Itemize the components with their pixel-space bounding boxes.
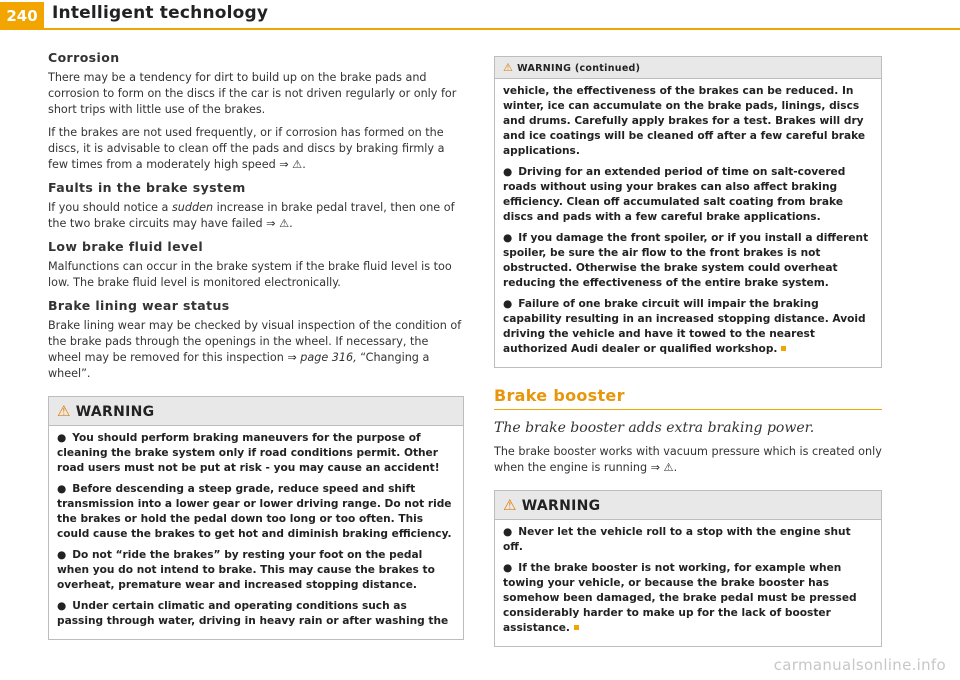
header-title: Intelligent technology — [52, 3, 269, 23]
header-rule — [44, 28, 960, 30]
corrosion-heading: Corrosion — [48, 50, 120, 65]
warning-item-text: Never let the vehicle roll to a stop with the engine shut off. — [503, 526, 851, 553]
bullet-icon: ● — [503, 298, 513, 310]
faults-text-pre: If you should notice a — [48, 201, 172, 214]
fluid-heading: Low brake fluid level — [48, 239, 204, 254]
corrosion-paragraph-2: If the brakes are not used frequently, or if corrosion has formed on the discs, it is advisable to clean off the pads and discs by braking firmly a few times from a moderately high speed ⇒ ⚠. — [48, 126, 445, 171]
brake-booster-title: Brake booster — [494, 386, 882, 410]
lining-text-post: “Changing a wheel”. — [48, 351, 430, 380]
warning-body — [49, 426, 463, 639]
left-column — [48, 44, 464, 640]
booster-warning-header — [495, 491, 881, 520]
warning-item — [503, 525, 873, 555]
warning-title: WARNING — [75, 404, 155, 420]
warning-item — [57, 548, 455, 593]
faults-text-post: increase in brake pedal travel, then one of the two brake circuits may have failed ⇒ ⚠. — [48, 201, 455, 230]
faults-heading: Faults in the brake system — [48, 180, 246, 195]
watermark: carmanualsonline.info — [773, 656, 946, 674]
warning-item-text: Driving for an extended period of time on salt-covered roads without using your brakes can also affect braking efficiency. Clean off accumulated salt coating from brake discs and pads with a few careful brake applications. — [503, 166, 846, 223]
warning-continued-body — [495, 79, 881, 367]
page-number: 240 — [0, 2, 44, 30]
fluid-paragraph: Malfunctions can occur in the brake system if the brake fluid level is too low. The brake fluid level is monitored electronically. — [48, 260, 452, 289]
warning-item-text: Do not “ride the brakes” by resting your foot on the pedal when you do not intend to brake. This may cause the brakes to overheat, premature wear and increased stopping distance. — [57, 549, 435, 591]
corrosion-paragraph-1: There may be a tendency for dirt to build up on the brake pads and corrosion to form on the discs if the car is not driven regularly or only for short trips with little use of the brakes. — [48, 71, 457, 116]
brake-booster-paragraph: The brake booster works with vacuum pressure which is created only when the engine is running ⇒ ⚠. — [494, 445, 882, 474]
bullet-icon: ● — [503, 562, 513, 574]
end-mark-icon — [781, 346, 786, 351]
end-mark-icon — [574, 625, 579, 630]
bullet-icon: ● — [57, 549, 67, 561]
warning-item-text: Failure of one brake circuit will impair the braking capability resulting in an increased stopping distance. Avoid driving the vehicle and have it towed to the nearest authorized Audi dealer or qualified workshop. — [503, 298, 866, 355]
lining-text-pre: Brake lining wear may be checked by visual inspection of the condition of the brake pads through the openings in the wheel. If necessary, the wheel may be removed for this inspection ⇒ — [48, 319, 462, 364]
faults-text-emphasis: sudden — [171, 201, 214, 214]
warning-item-text: If the brake booster is not working, for example when towing your vehicle, or because the brake booster has somehow been damaged, the brake pedal must be pressed considerably harder to make up for the lack of booster assistance. — [503, 562, 857, 634]
warning-item-text: Before descending a steep grade, reduce speed and shift transmission into a lower gear or lower driving range. Do not ride the brakes or hold the pedal down too long or too often. This could cause the brakes to get hot and diminish braking efficiency. — [57, 483, 452, 540]
warning-triangle-icon: ⚠ — [503, 496, 517, 514]
warning-box — [48, 396, 464, 640]
warning-item — [57, 482, 455, 542]
warning-continued-box — [494, 56, 882, 368]
warning-item — [503, 231, 873, 291]
bullet-icon: ● — [503, 166, 513, 178]
warning-item — [503, 297, 873, 357]
warning-continued-title: WARNING (continued) — [517, 63, 641, 74]
warning-continued-header — [495, 57, 881, 79]
warning-header — [49, 397, 463, 426]
right-column — [494, 44, 882, 647]
warning-triangle-icon: ⚠ — [503, 61, 514, 74]
lining-paragraph — [48, 318, 464, 382]
bullet-icon: ● — [57, 483, 67, 495]
warning-item-text: You should perform braking maneuvers for the purpose of cleaning the brake system only if road conditions permit. Other road users must not be put at risk - you may cause an accident! — [57, 432, 440, 474]
warning-item — [57, 431, 455, 476]
warning-item — [503, 561, 873, 636]
booster-warning-box — [494, 490, 882, 647]
warning-item — [503, 165, 873, 225]
warning-continued-lead: vehicle, the effectiveness of the brakes can be reduced. In winter, ice can accumulate on the brake pads, linings, discs and drums. Carefully apply brakes for a test. Brakes will dry and ice coatings will be cleaned off after a few careful brake applications. — [503, 85, 866, 157]
lining-heading: Brake lining wear status — [48, 298, 230, 313]
bullet-icon: ● — [57, 600, 67, 612]
warning-triangle-icon: ⚠ — [57, 402, 71, 420]
faults-paragraph — [48, 200, 464, 232]
booster-warning-title: WARNING — [521, 498, 601, 514]
bullet-icon: ● — [57, 432, 67, 444]
warning-item-text: If you damage the front spoiler, or if you install a different spoiler, be sure the air flow to the front brakes is not obstructed. Otherwise the brake system could overheat reducing the effectiveness of the entire brake system. — [503, 232, 869, 289]
page-reference-link[interactable]: page 316, — [300, 351, 357, 364]
booster-warning-body — [495, 520, 881, 646]
warning-item-text: Under certain climatic and operating conditions such as passing through water, driving in heavy rain or after washing the — [57, 600, 449, 627]
warning-item — [57, 599, 455, 629]
brake-booster-intro: The brake booster adds extra braking power. — [494, 420, 815, 436]
bullet-icon: ● — [503, 526, 513, 538]
bullet-icon: ● — [503, 232, 513, 244]
